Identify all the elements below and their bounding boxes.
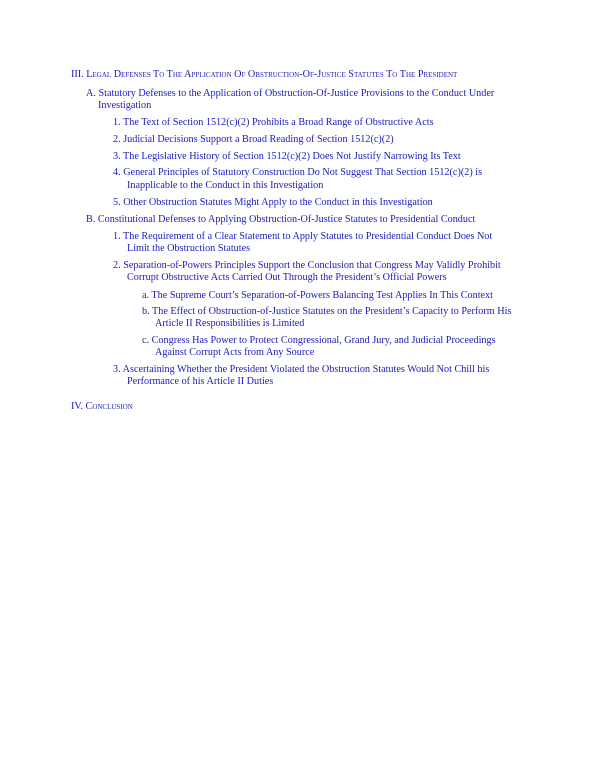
toc-a-item-5[interactable]: 5. Other Obstruction Statutes Might Apply to the Conduct in this Investigation [113, 197, 433, 208]
toc-b-item-2-line2[interactable]: Corrupt Obstructive Acts Carried Out Through the President’s Official Powers [127, 272, 447, 283]
toc-a-item-2[interactable]: 2. Judicial Decisions Support a Broad Reading of Section 1512(c)(2) [113, 134, 394, 145]
toc-b-item-3-line2[interactable]: Performance of his Article II Duties [127, 376, 274, 387]
toc-a-item-4-line2[interactable]: Inapplicable to the Conduct in this Investigation [127, 180, 324, 191]
toc-b2-subitem-b-line1[interactable]: b. The Effect of Obstruction-of-Justice Statutes on the President’s Capacity to Perform His [142, 306, 512, 317]
toc-b-item-2-line1[interactable]: 2. Separation-of-Powers Principles Support the Conclusion that Congress May Validly Prohibit [113, 260, 501, 271]
toc-a-item-1[interactable]: 1. The Text of Section 1512(c)(2) Prohibits a Broad Range of Obstructive Acts [113, 117, 434, 128]
toc-b-item-1-line2[interactable]: Limit the Obstruction Statutes [127, 243, 251, 254]
toc-b2-subitem-b-line2[interactable]: Article II Responsibilities is Limited [155, 318, 305, 329]
toc-section-b[interactable]: B. Constitutional Defenses to Applying Obstruction-Of-Justice Statutes to Presidential Conduct [86, 214, 476, 225]
toc-b2-subitem-a[interactable]: a. The Supreme Court’s Separation-of-Powers Balancing Test Applies In This Context [142, 290, 493, 301]
toc-a-item-3[interactable]: 3. The Legislative History of Section 1512(c)(2) Does Not Justify Narrowing Its Text [113, 151, 461, 162]
toc-b2-subitem-c-line2[interactable]: Against Corrupt Acts from Any Source [155, 347, 315, 358]
toc-section-a-line1[interactable]: A. Statutory Defenses to the Application of Obstruction-Of-Justice Provisions to the Conduct Under [86, 88, 495, 99]
toc-b2-subitem-c-line1[interactable]: c. Congress Has Power to Protect Congressional, Grand Jury, and Judicial Proceedings [142, 335, 496, 346]
toc-section-a-line2[interactable]: Investigation [98, 100, 152, 111]
toc-part-iv-heading[interactable]: IV. Conclusion [71, 401, 133, 412]
toc-a-item-4-line1[interactable]: 4. General Principles of Statutory Construction Do Not Suggest That Section 1512(c)(2) is [113, 167, 483, 178]
toc-b-item-3-line1[interactable]: 3. Ascertaining Whether the President Violated the Obstruction Statutes Would Not Chill his [113, 364, 490, 375]
toc-part-iii-heading[interactable]: III. Legal Defenses To The Application Of Obstruction-Of-Justice Statutes To The President [71, 69, 458, 80]
toc-b-item-1-line1[interactable]: 1. The Requirement of a Clear Statement to Apply Statutes to Presidential Conduct Does Not [113, 231, 493, 242]
